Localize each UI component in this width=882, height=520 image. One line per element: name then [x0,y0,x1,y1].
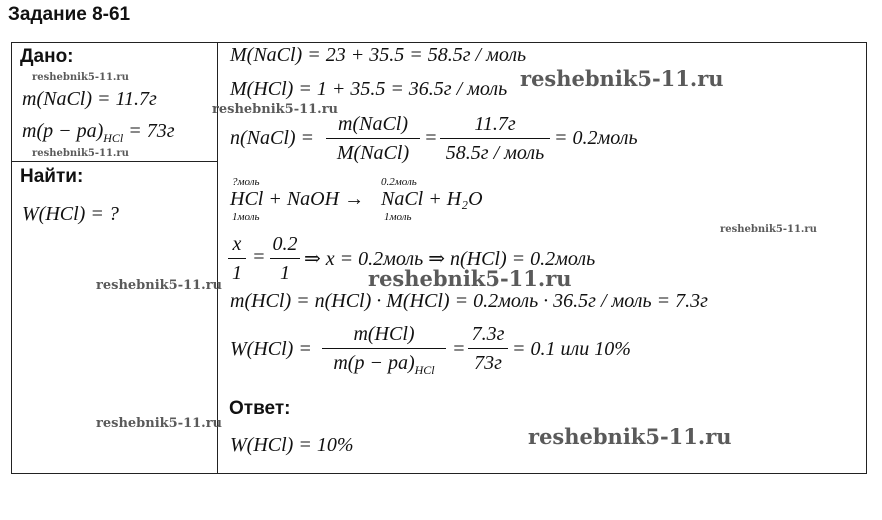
given-heading: Дано: [20,46,74,67]
reaction-above-right: 0.2моль [381,176,417,188]
proportion-den-value: 1 [280,262,290,284]
find-target: W(HCl) = ? [22,203,119,225]
watermark: reshebnik5-11.ru [212,102,339,117]
fraction-bar [270,258,300,259]
watermark: reshebnik5-11.ru [96,278,223,293]
fraction-bar [468,348,508,349]
w-hcl-num: m(HCl) [353,323,415,345]
fraction-bar [326,138,420,139]
w-hcl-equals: = [452,338,466,360]
mass-hcl: m(HCl) = n(HCl) · M(HCl) = 0.2моль · 36.5г / моль = 7.3г [230,290,708,312]
given-mass-solution-main: m(p − pa) [22,120,104,142]
proportion-equals: = [252,246,266,268]
watermark: reshebnik5-11.ru [528,424,732,449]
reaction-left: HCl + NaOH → [230,188,365,210]
molar-mass-nacl: M(NaCl) = 23 + 35.5 = 58.5г / моль [230,44,527,66]
n-nacl-den-values: 58.5г / моль [445,142,545,164]
fraction-bar [228,258,246,259]
w-hcl-den-sub: HCl [414,363,435,377]
reaction-below-right: 1моль [384,211,412,223]
w-hcl-num-values: 7.3г [471,323,505,345]
find-heading: Найти: [20,166,84,187]
watermark: reshebnik5-11.ru [520,66,724,91]
watermark: reshebnik5-11.ru [96,416,223,431]
proportion-fraction-x [228,232,246,285]
proportion-fraction-values [270,232,300,285]
n-nacl-fraction-values [440,112,550,165]
reaction-above-left: ?моль [232,176,260,188]
watermark: reshebnik5-11.ru [368,266,572,291]
reaction-below-left: 1моль [232,211,260,223]
proportion-num-value: 0.2 [272,233,298,255]
w-hcl-fraction [322,322,446,382]
given-find-divider [11,161,218,162]
given-mass-nacl: m(NaCl) = 11.7г [22,88,157,110]
proportion-num-x: x [232,233,242,255]
w-hcl-result: = 0.1 или 10% [512,338,631,360]
given-mass-solution-sub: HCl [103,131,124,145]
fraction-bar [440,138,550,139]
given-mass-solution-value: = 73г [123,120,175,142]
n-nacl-num-values: 11.7г [474,113,516,135]
n-nacl-equals: = [424,127,438,149]
molar-mass-hcl: M(HCl) = 1 + 35.5 = 36.5г / моль [230,78,508,100]
fraction-bar [322,348,446,349]
w-hcl-den [322,351,446,382]
answer-value: W(HCl) = 10% [230,434,354,456]
watermark: reshebnik5-11.ru [720,224,817,235]
n-nacl-result: = 0.2моль [554,127,638,149]
reaction-right: NaCl + H₂O [381,188,483,210]
given-mass-solution [22,120,175,146]
w-hcl-den-main: m(p − pa) [333,352,415,374]
proportion-result: ⇒ x = 0.2моль ⇒ n(HCl) = 0.2моль [304,248,596,270]
w-hcl-fraction-values [468,322,508,375]
proportion-den-1: 1 [232,262,242,284]
answer-heading: Ответ: [229,398,291,419]
w-hcl-lhs: W(HCl) = [230,338,312,360]
page-title: Задание 8-61 [8,4,131,25]
n-nacl-den: M(NaCl) [336,142,410,164]
n-nacl-lhs: n(NaCl) = [230,127,315,149]
n-nacl-num: m(NaCl) [338,113,408,135]
w-hcl-den-values: 73г [474,352,502,374]
watermark: reshebnik5-11.ru [32,72,129,83]
n-nacl-fraction [326,112,420,165]
watermark: reshebnik5-11.ru [32,148,129,159]
